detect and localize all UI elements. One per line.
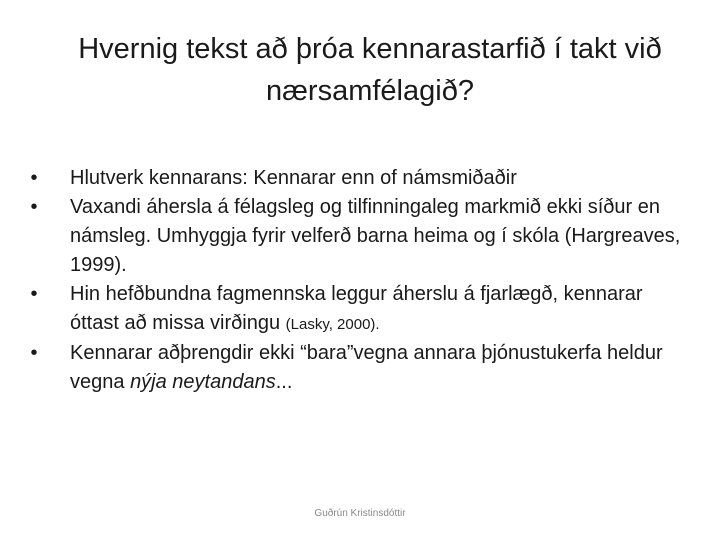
bullet-list [24, 164, 684, 397]
slide-title: Hvernig tekst að þróa kennarastarfið í takt við nærsamfélagið? [78, 33, 662, 107]
bullet-marker: • [30, 167, 38, 189]
bullet-item-2 [24, 193, 684, 280]
bullet-text: Kennarar aðþrengdir ekki “bara”vegna annara þjónustukerfa heldur vegna [70, 342, 663, 393]
bullet-marker: • [30, 196, 38, 218]
bullet-marker: • [30, 283, 38, 305]
bullet-item-4 [24, 339, 684, 397]
bullet-text: Hlutverk kennarans: Kennarar enn of námsmiðaðir [70, 167, 517, 189]
bullet-text: Hin hefðbundna fagmennska leggur áherslu á fjarlægð, kennarar óttast að missa virðingu [70, 283, 643, 334]
bullet-text: Vaxandi áhersla á félagsleg og tilfinningaleg markmið ekki síður en námsleg. Umhyggja fyrir velferð barna heima og í skóla (Hargreaves, 1999). [70, 196, 681, 276]
bullet-item-1 [24, 164, 684, 193]
bullet-citation: (Lasky, 2000). [285, 316, 380, 333]
bullet-item-3 [24, 280, 684, 339]
slide-footer-author: Guðrún Kristinsdóttir [314, 508, 406, 519]
bullet-marker: • [30, 342, 38, 364]
bullet-tail: ... [275, 371, 293, 393]
bullet-emphasis: nýja neytandans [130, 371, 276, 393]
